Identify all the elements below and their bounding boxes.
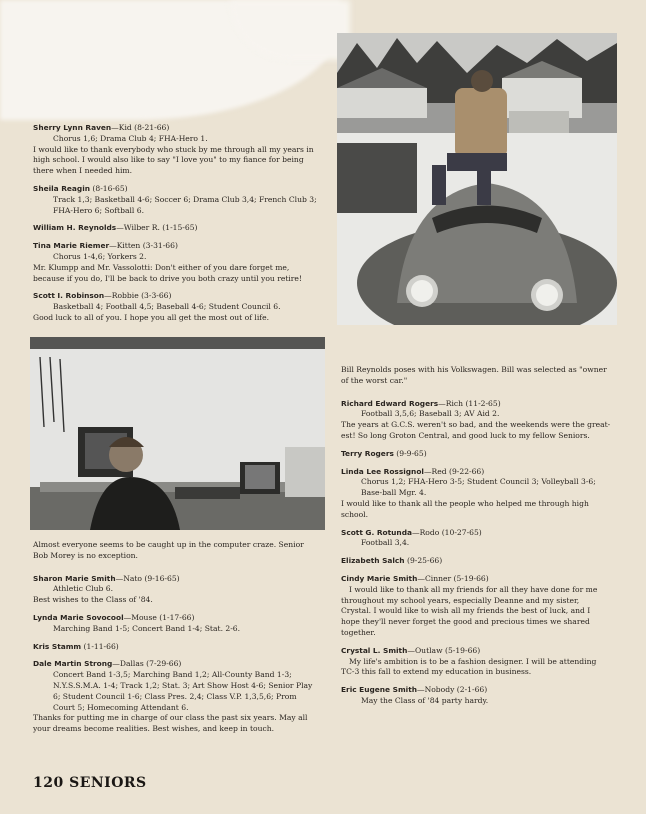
- senior-name: Sherry Lynn Raven: [33, 123, 112, 132]
- senior-quote: The years at G.C.S. weren't so bad, and the weekends were the great-est! So long Groton Central, and good luck to my fellow Seniors.: [341, 420, 611, 440]
- senior-name: Dale Martin Strong: [33, 659, 113, 669]
- senior-entry: [341, 556, 611, 567]
- senior-nickname-birthdate: —Nato (9-16-65): [115, 573, 180, 583]
- senior-entry: [33, 291, 318, 323]
- photo-computer-image: [30, 337, 325, 530]
- car-photo-caption: Bill Reynolds poses with his Volkswagen. Bill was selected as "owner of the worst car.": [341, 365, 607, 385]
- computer-photo-caption: Almost everyone seems to be caught up in the computer craze. Senior Bob Morey is no exception.: [33, 540, 304, 560]
- senior-quote: I would like to thank all my friends for all they have done for me throughout my school years, especially Deanne and my sister, Crystal. I would like to wish all my friends the best of luck, and I hope they'll never forget the good and precious times we shared together.: [341, 584, 598, 637]
- senior-nickname-birthdate: —Outlaw (5-19-66): [407, 645, 481, 655]
- senior-activities: Chorus 1-4,6; Yorkers 2.: [53, 251, 147, 261]
- senior-name: Lynda Marie Sovocool: [33, 612, 124, 622]
- senior-entry: [341, 528, 611, 550]
- senior-nickname-birthdate: —Red (9-22-66): [423, 466, 485, 476]
- senior-activities: May the Class of '84 party hardy.: [361, 695, 489, 705]
- photo-volkswagen: [337, 33, 617, 325]
- senior-entry: [341, 685, 611, 707]
- senior-nickname-birthdate: —Dallas (7-29-66): [112, 659, 182, 669]
- senior-activities: Athletic Club 6.: [53, 584, 114, 594]
- senior-quote: Best wishes to the Class of '84.: [33, 595, 153, 605]
- photo-volkswagen-image: [337, 33, 617, 325]
- senior-activities: Football 3,4.: [361, 538, 410, 548]
- senior-entry: [341, 399, 611, 442]
- senior-activities: Marching Band 1-5; Concert Band 1-4; Stat. 2-6.: [53, 623, 241, 633]
- senior-name: Sheila Reagin: [33, 183, 90, 193]
- senior-entry: [33, 123, 318, 177]
- senior-name: Richard Edward Rogers: [341, 398, 439, 408]
- senior-activities: Chorus 1,6; Drama Club 4; FHA-Hero 1.: [53, 133, 208, 143]
- senior-activities: Basketball 4; Football 4,5; Baseball 4-6; Student Council 6.: [53, 302, 281, 312]
- senior-nickname-birthdate: —Cinner (5-19-66): [417, 573, 489, 583]
- senior-nickname-birthdate: (9-9-65): [393, 448, 427, 458]
- senior-nickname-birthdate: —Mouse (1-17-66): [123, 612, 195, 622]
- senior-entry: [33, 574, 318, 606]
- senior-entry: [341, 467, 611, 521]
- senior-quote: I would like to thank all the people who helped me through high school.: [341, 498, 589, 519]
- senior-entry: [33, 659, 318, 735]
- senior-nickname-birthdate: (9-25-66): [404, 556, 443, 566]
- senior-nickname-birthdate: —Wilber R. (1-15-65): [116, 223, 198, 233]
- senior-activities: Concert Band 1-3,5; Marching Band 1,2; All-County Band 1-3; N.Y.S.S.M.A. 1-4; Track 1,2; Stat. 3; Art Show Host 4-6; Senior Play 6; Student Council 1-6; Class Pres. 2,4; Class V.P. 1,3,5,6; Prom Court 5; Homecoming Attendant 6.: [53, 670, 313, 712]
- senior-nickname-birthdate: (1-11-66): [81, 641, 119, 651]
- senior-name: William H. Reynolds: [33, 223, 117, 233]
- senior-quote: Good luck to all of you. I hope you all get the most out of life.: [33, 312, 269, 322]
- senior-nickname-birthdate: (8-16-65): [90, 183, 128, 193]
- senior-name: Elizabeth Salch: [341, 556, 405, 566]
- senior-activities: Track 1,3; Basketball 4-6; Soccer 6; Drama Club 3,4; French Club 3; FHA-Hero 6; Softball 6.: [53, 194, 317, 215]
- senior-name: Cindy Marie Smith: [341, 573, 418, 583]
- senior-entry: [33, 642, 318, 653]
- senior-name: Scott G. Rotunda: [341, 527, 412, 537]
- senior-quote: My life's ambition is to be a fashion designer. I will be attending TC-3 this fall to extend my education in business.: [341, 656, 597, 677]
- senior-entry: [33, 223, 318, 234]
- senior-entry: [341, 646, 611, 678]
- senior-nickname-birthdate: —Rich (11-2-65): [438, 398, 501, 408]
- senior-name: Linda Lee Rossignol: [341, 466, 424, 476]
- senior-entry: [33, 241, 318, 284]
- senior-nickname-birthdate: —Kitten (3-31-66): [109, 241, 178, 251]
- senior-nickname-birthdate: —Kid (8-21-66): [111, 123, 170, 132]
- senior-name: Kris Stamm: [33, 641, 82, 651]
- senior-name: Terry Rogers: [341, 448, 394, 458]
- senior-name: Crystal L. Smith: [341, 645, 408, 655]
- senior-name: Eric Eugene Smith: [341, 685, 417, 695]
- photo-computer: [30, 337, 325, 530]
- senior-name: Scott I. Robinson: [33, 291, 105, 301]
- senior-quote: I would like to thank everybody who stuck by me through all my years in high school. I would also like to say "I love you" to my fiance for being there when I needed him.: [33, 144, 314, 176]
- senior-list-right: [341, 365, 611, 714]
- senior-entry: [33, 184, 318, 216]
- senior-entry: [341, 574, 611, 639]
- senior-nickname-birthdate: —Nobody (2-1-66): [417, 685, 488, 695]
- senior-quote: Thanks for putting me in charge of our class the past six years. May all your dreams become realities. Best wishes, and keep in touch.: [33, 713, 308, 734]
- senior-list-left-bottom: [33, 540, 318, 742]
- senior-name: Sharon Marie Smith: [33, 573, 116, 583]
- senior-activities: Chorus 1,2; FHA-Hero 3-5; Student Council 3; Volleyball 3-6; Base-ball Mgr. 4.: [361, 477, 596, 498]
- senior-entry: [33, 613, 318, 635]
- senior-entry: [341, 449, 611, 460]
- senior-list-left-top: [33, 123, 318, 331]
- senior-quote: Mr. Klumpp and Mr. Vassolotti: Don't either of you dare forget me, because if you do, I'll be back to drive you both crazy until you retire!: [33, 262, 302, 283]
- page-footer: 120 SENIORS: [33, 775, 147, 791]
- senior-nickname-birthdate: —Robbie (3-3-66): [104, 291, 172, 301]
- senior-activities: Football 3,5,6; Baseball 3; AV Aid 2.: [361, 409, 500, 419]
- senior-name: Tina Marie Riemer: [33, 241, 110, 251]
- senior-nickname-birthdate: —Rodo (10-27-65): [411, 527, 482, 537]
